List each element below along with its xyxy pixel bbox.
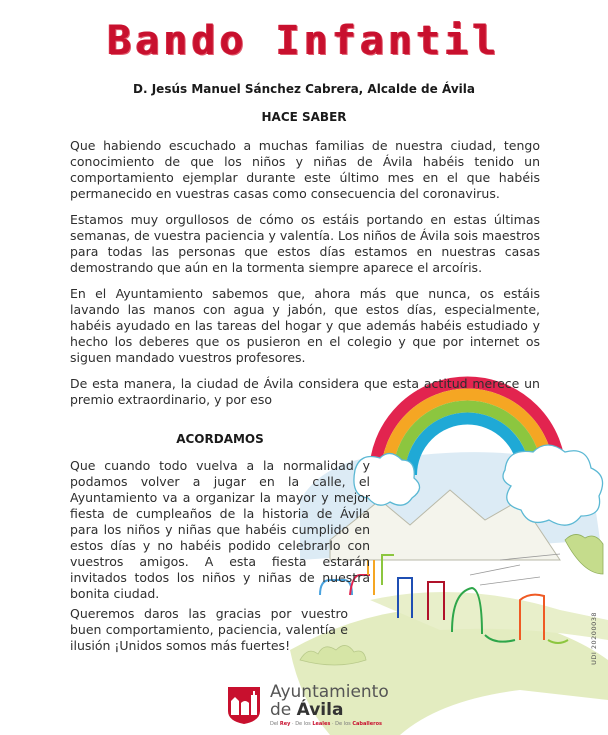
- paragraph-1: Que habiendo escuchado a muchas familias de nuestra ciudad, tengo conocimiento de que los niños y niñas de Ávila habéis tenido un comportamiento ejemplar durante este último mes en el que habéis permanecido en vuestras casas como consecuencia del coronavirus.: [70, 138, 540, 201]
- paragraph-4: De esta manera, la ciudad de Ávila considera que esta actitud merece un premio extraordinario, y por eso: [70, 376, 540, 407]
- hace-saber-heading: HACE SABER: [261, 110, 347, 124]
- trees-right: [565, 534, 603, 574]
- paragraph-2: Estamos muy orgullosos de cómo os estáis portando en estas últimas semanas, de vuestra paciencia y valentía. Los niños de Ávila sois maestros para todas las personas que estos días estamos en nuestras casas demostrando que aún en la tormenta siempre aparece el arcoíris.: [70, 212, 540, 275]
- logo-line-ayuntamiento: Ayuntamiento: [270, 682, 389, 702]
- closing-paragraph: Queremos daros las gracias por vuestro buen comportamiento, paciencia, valentía e ilusión ¡Unidos somos más fuertes!: [70, 606, 348, 653]
- logo-tagline: Del Rey · De los Leales · De los Caballeros: [270, 721, 383, 727]
- author-line: D. Jesús Manuel Sánchez Cabrera, Alcalde de Ávila: [133, 82, 475, 96]
- acordamos-heading: ACORDAMOS: [176, 432, 264, 446]
- reference-code: UDI 20200038: [590, 612, 598, 665]
- ayuntamiento-logo: [226, 683, 389, 727]
- document-title: Bando Infantil: [107, 18, 501, 64]
- agreement-paragraph: Que cuando todo vuelva a la normalidad y podamos volver a jugar en la calle, el Ayuntamiento va a organizar la mayor y mejor fiesta de cumpleaños de la historia de Ávila para los niños y niñas que habéis cumplido en estos días y no habéis podido celebrarlo con vuestros amigos. A esta fiesta estarán invitados todos los niños y niñas de nuestra bonita ciudad.: [70, 458, 370, 601]
- paragraph-3: En el Ayuntamiento sabemos que, ahora más que nunca, os estáis lavando las manos con agua y jabón, que estos días, especialmente, habéis ayudado en las tareas del hogar y que además habéis estudiado y hecho los deberes que os pusieron en el colegio y que por internet os siguen mandado vuestros profesores.: [70, 286, 540, 365]
- logo-line-avila: de Ávila: [270, 700, 344, 720]
- coat-of-arms-icon: [226, 685, 262, 725]
